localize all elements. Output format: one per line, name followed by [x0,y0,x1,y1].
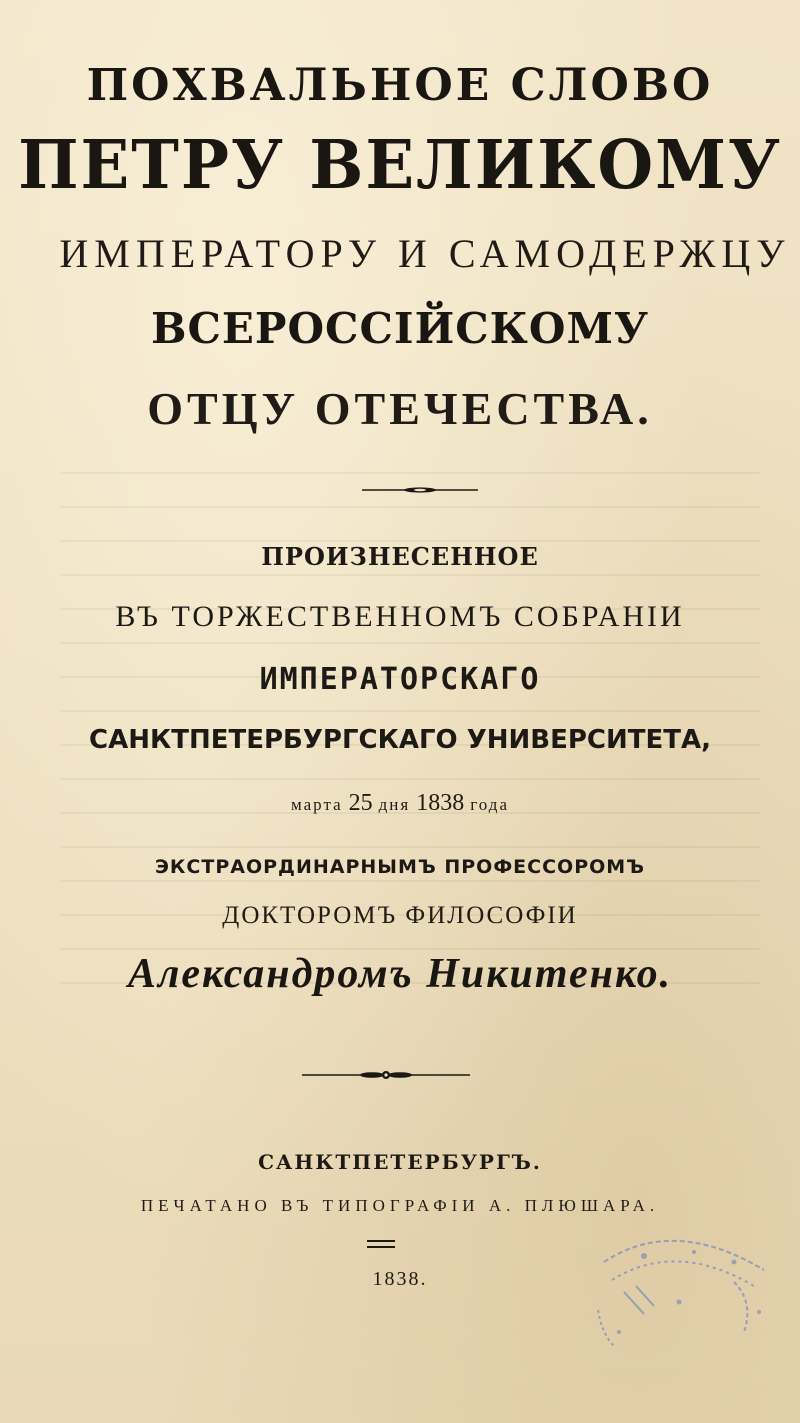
ornamental-rule-middle [302,1070,470,1080]
imprint-year: 1838. [372,1268,428,1290]
double-rule [367,1238,395,1250]
date-month: марта [291,795,343,814]
imprint-city: САНКТПЕТЕРБУРГЪ. [258,1150,542,1174]
library-stamp-icon [584,1222,784,1352]
author-rank: ЭКСТРАОРДИНАРНЫМЪ ПРОФЕССОРОМЪ [154,856,646,878]
ornamental-rule-top [362,486,478,494]
date-day: 25 [348,790,373,816]
title-line-1: ПОХВАЛЬНОЕ СЛОВО [86,60,714,111]
subtitle-imperial: ИМПЕРАТОРСКАГО [259,662,541,697]
title-line-3: ИМПЕРАТОРУ И САМОДЕРЖЦУ [59,231,791,276]
imprint-printer: ПЕЧАТАНО ВЪ ТИПОГРАФІИ А. ПЛЮШАРА. [140,1196,660,1215]
date-word-year: года [470,795,509,814]
author-name: Александромъ Никитенко. [127,951,673,997]
subtitle-assembly: ВЪ ТОРЖЕСТВЕННОМЪ СОБРАНІИ [115,600,685,633]
delivery-date [0,790,800,817]
date-year: 1838 [416,790,465,816]
author-degree: ДОКТОРОМЪ ФИЛОСОФІИ [222,902,578,929]
title-line-5: ОТЦУ ОТЕЧЕСТВА. [147,383,653,434]
subtitle-pronounced: ПРОИЗНЕСЕННОЕ [261,542,539,571]
subtitle-university: САНКТПЕТЕРБУРГСКАГО УНИВЕРСИТЕТА, [89,725,711,755]
title-line-4: ВСЕРОССІЙСКОМУ [150,304,650,353]
title-line-2: ПЕТРУ ВЕЛИКОМУ [18,126,782,205]
date-word-day: дня [378,795,411,814]
